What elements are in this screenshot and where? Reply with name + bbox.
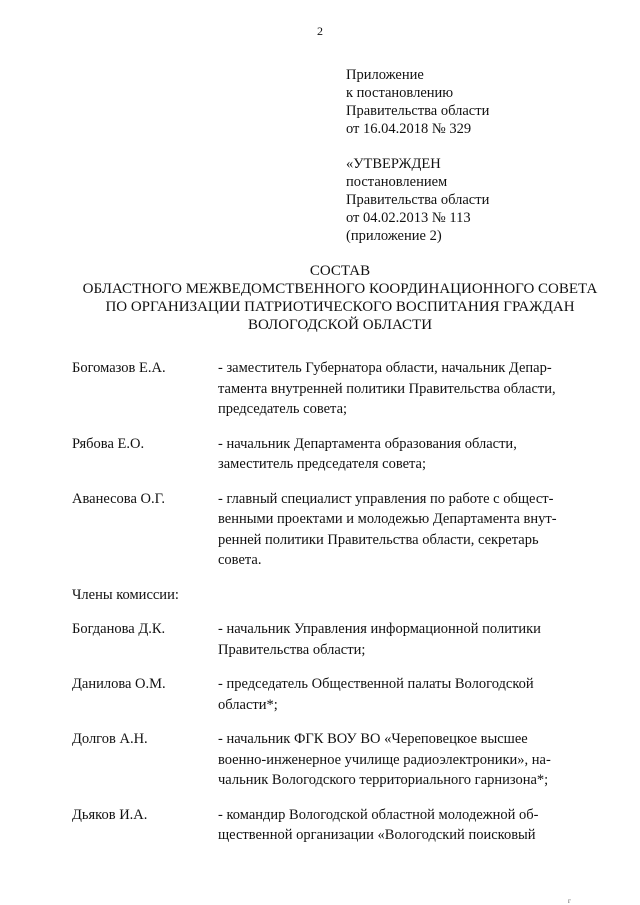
- role-line: - заместитель Губернатора области, начальник Депар-: [218, 360, 552, 376]
- approval-stamp-text: [346, 155, 489, 245]
- page-number: 2: [317, 24, 323, 38]
- role-line: тамента внутренней политики Правительства области,: [218, 380, 556, 397]
- appendix-line: Приложение: [346, 67, 424, 83]
- member-entry: [72, 729, 592, 791]
- member-entry: [72, 674, 592, 715]
- role-line: председатель совета;: [218, 401, 348, 417]
- member-role: [218, 358, 574, 420]
- member-role: [218, 434, 574, 475]
- member-entry: [72, 489, 592, 571]
- approved-line: Правительства области: [346, 192, 490, 208]
- member-entry: [72, 358, 592, 420]
- member-name: Долгов А.Н.: [72, 731, 148, 747]
- role-line: - начальник Департамента образования области,: [218, 435, 517, 452]
- role-line: ренней политики Правительства области, секретарь: [218, 531, 539, 548]
- member-name: Рябова Е.О.: [72, 435, 145, 452]
- role-line: области*;: [218, 696, 278, 713]
- approved-line: (приложение 2): [346, 228, 442, 244]
- member-role: [218, 805, 574, 846]
- role-line: - командир Вологодской областной молодежной об-: [218, 806, 539, 823]
- role-line: - главный специалист управления по работе с общест-: [218, 490, 554, 507]
- appendix-line: от 16.04.2018 № 329: [346, 121, 472, 137]
- role-line: венными проектами и молодежью Департамента внут-: [218, 511, 557, 527]
- member-entry: [72, 619, 592, 660]
- member-entry: [72, 805, 592, 846]
- role-line: - начальник ФГК ВОУ ВО «Череповецкое высшее: [218, 731, 528, 747]
- role-line: щественной организации «Вологодский поисковый: [218, 827, 536, 843]
- title-line: СОСТАВ: [309, 263, 371, 279]
- role-line: - председатель Общественной палаты Вологодской: [218, 676, 534, 692]
- member-name: Данилова О.М.: [72, 676, 166, 692]
- role-line: - начальник Управления информационной политики: [218, 621, 541, 637]
- members-section-label: Члены комиссии:: [72, 586, 179, 603]
- member-name: Аванесова О.Г.: [72, 490, 165, 507]
- member-role: [218, 729, 574, 791]
- corner-mark: г: [568, 897, 571, 905]
- member-name: Богданова Д.К.: [72, 621, 166, 637]
- approved-line: «УТВЕРЖДЕН: [346, 156, 441, 172]
- member-name: Дьяков И.А.: [72, 806, 148, 823]
- member-role: [218, 619, 574, 660]
- role-line: военно-инженерное училище радиоэлектроники», на-: [218, 751, 551, 768]
- approved-line: от 04.02.2013 № 113: [346, 210, 471, 226]
- role-line: заместитель председателя совета;: [218, 456, 427, 472]
- title-line: ПО ОРГАНИЗАЦИИ ПАТРИОТИЧЕСКОГО ВОСПИТАНИЯ ГРАЖДАН: [105, 299, 575, 315]
- role-line: совета.: [218, 552, 262, 568]
- appendix-line: к постановлению: [346, 85, 454, 101]
- title-line: ВОЛОГОДСКОЙ ОБЛАСТИ: [247, 317, 433, 333]
- appendix-line: Правительства области: [346, 103, 490, 119]
- document-title: [60, 262, 620, 334]
- member-name: Богомазов Е.А.: [72, 360, 166, 376]
- member-entry: [72, 434, 592, 475]
- council-composition: [72, 358, 592, 846]
- approved-line: постановлением: [346, 174, 448, 190]
- role-line: Правительства области;: [218, 641, 366, 658]
- appendix-reference: [346, 66, 489, 138]
- member-role: [218, 674, 574, 715]
- role-line: чальник Вологодского территориального гарнизона*;: [218, 772, 549, 788]
- title-line: ОБЛАСТНОГО МЕЖВЕДОМСТВЕННОГО КООРДИНАЦИОННОГО СОВЕТА: [82, 281, 598, 297]
- member-role: [218, 489, 574, 571]
